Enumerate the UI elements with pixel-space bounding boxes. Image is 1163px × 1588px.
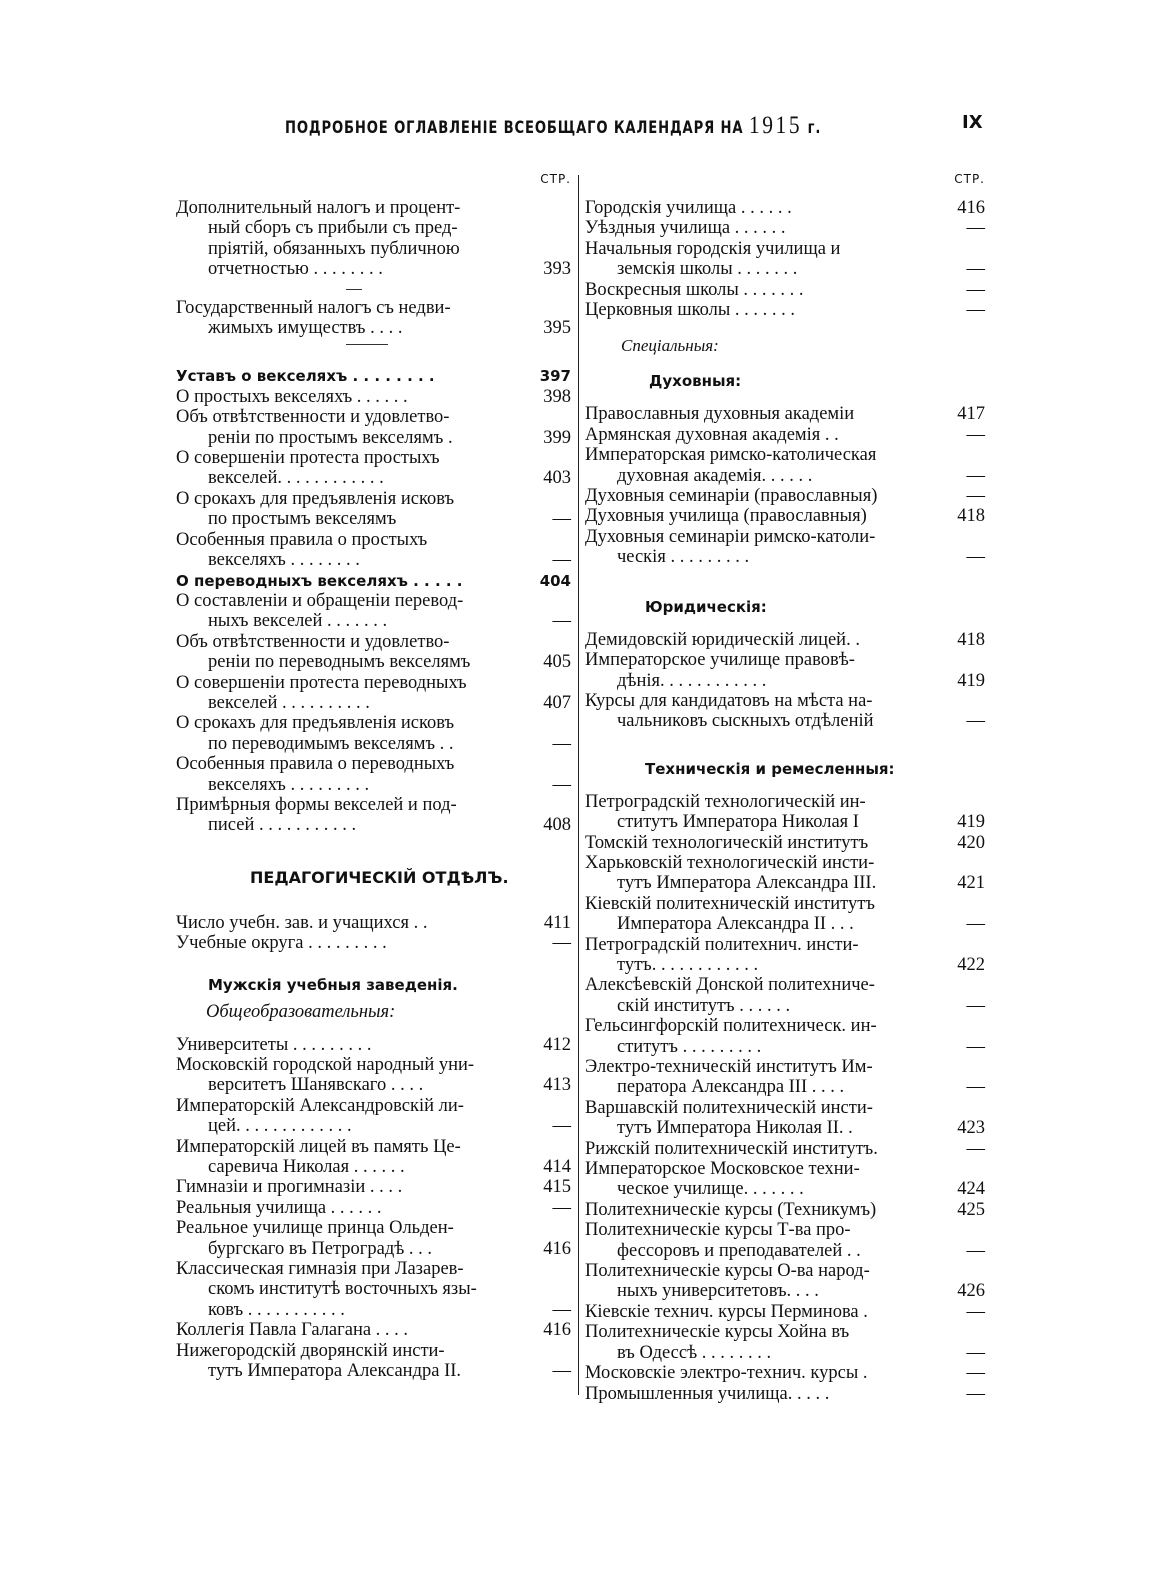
entry-page: 395	[543, 318, 571, 339]
entry-line: Особенныя правила о переводныхъ	[176, 754, 455, 775]
toc-entry	[176, 366, 571, 386]
entry-text: О переводныхъ векселяхъ . . . . .	[176, 571, 463, 590]
running-header	[285, 112, 822, 140]
left-column	[176, 172, 571, 1382]
entry-line: бургскаго въ Петроградѣ . . .	[208, 1238, 433, 1259]
toc-entry	[176, 1137, 571, 1178]
entry-page: 408	[543, 815, 571, 836]
entry-line: векселей. . . . . . . . . . . .	[208, 468, 384, 489]
entry-text: Уѣздныя училища . . . . . .	[585, 218, 786, 239]
toc-entry	[176, 571, 571, 591]
right-col-head: СТР.	[954, 172, 985, 186]
entry-line: ческія . . . . . . . . .	[617, 547, 750, 568]
entry-line: чальниковъ сыскныхъ отдѣленій	[617, 711, 874, 732]
entry-text: Университеты . . . . . . . . .	[176, 1034, 372, 1055]
toc-entry	[176, 591, 571, 632]
toc-entry	[585, 1322, 985, 1363]
entry-text: Демидовскій юридическій лицей. .	[585, 629, 860, 650]
entry-page: —	[552, 774, 571, 795]
entry-line: Примѣрныя формы векселей и под-	[176, 794, 457, 815]
toc-entry	[585, 853, 985, 894]
toc-entry	[176, 795, 571, 836]
toc-entry	[585, 1220, 985, 1261]
entry-page: —	[966, 1240, 985, 1261]
entry-line: Объ отвѣтственности и удовлетво-	[176, 631, 450, 652]
entry-line: Духовныя семинаріи римско-католи-	[585, 526, 876, 547]
entry-page: 419	[957, 670, 985, 691]
entry-page: —	[966, 1383, 985, 1404]
toc-entry	[176, 387, 571, 407]
entry-line: О совершеніи протеста переводныхъ	[176, 672, 467, 693]
toc-entry	[585, 486, 985, 506]
entry-page: —	[966, 1036, 985, 1057]
toc-entry	[176, 1198, 571, 1218]
toc-entry	[585, 650, 985, 691]
entry-line: фессоровъ и преподавателей . .	[617, 1240, 861, 1261]
entry-line: Императорскій лицей въ память Це-	[176, 1136, 461, 1157]
entry-text: Коллегія Павла Галагана . . . .	[176, 1320, 409, 1341]
toc-entry	[585, 833, 985, 853]
entry-line: ститутъ Императора Николая I	[617, 812, 859, 833]
entry-line: Варшавскій политехническій инсти-	[585, 1097, 873, 1118]
entry-line: О составленіи и обращеніи перевод-	[176, 590, 464, 611]
entry-line: ститутъ . . . . . . . . .	[617, 1036, 762, 1057]
page-number: IX	[962, 112, 983, 133]
toc-entry	[176, 1096, 571, 1137]
toc-entry	[176, 632, 571, 673]
toc-entry	[176, 1035, 571, 1055]
toc-entry	[176, 407, 571, 448]
entry-line: ковъ . . . . . . . . . . .	[208, 1299, 345, 1320]
entry-text: Церковныя школы . . . . . . .	[585, 300, 796, 321]
entry-line: цей. . . . . . . . . . . . .	[208, 1116, 352, 1137]
entry-page: —	[552, 933, 571, 954]
entry-page: 421	[957, 873, 985, 894]
entry-line: О совершеніи протеста простыхъ	[176, 448, 440, 469]
entry-line: Гельсингфорскій политехническ. ин-	[585, 1016, 877, 1037]
toc-entry	[176, 1055, 571, 1096]
entry-page: 415	[543, 1177, 571, 1198]
entry-page: —	[552, 611, 571, 632]
entry-page: —	[966, 424, 985, 445]
entry-line: Дополнительный налогъ и процент-	[176, 198, 461, 218]
entry-line: ческое училище. . . . . . .	[617, 1179, 804, 1200]
entry-page: —	[966, 465, 985, 486]
entry-text: Духовныя семинаріи (православныя)	[585, 486, 878, 507]
entry-line: саревича Николая . . . . . .	[208, 1157, 405, 1178]
entry-line: земскія школы . . . . . . .	[617, 259, 798, 280]
subsection-italic: Спеціальныя:	[621, 336, 719, 356]
subsection-heading: Духовныя:	[649, 372, 742, 391]
entry-page: 424	[957, 1179, 985, 1200]
entry-line: жимыхъ имуществъ . . . .	[208, 318, 403, 339]
entry-line: Политехническіе курсы Хойна въ	[585, 1322, 850, 1343]
entry-line: Нижегородскій дворянскій инсти-	[176, 1340, 445, 1361]
entry-line: Алексѣевскій Донской политехниче-	[585, 975, 875, 996]
entry-page: 413	[543, 1075, 571, 1096]
entry-page: —	[966, 995, 985, 1016]
entry-page: 417	[957, 404, 985, 425]
toc-entry	[585, 1261, 985, 1302]
toc-entry	[585, 1057, 985, 1098]
entry-line: Петроградскій технологическій ин-	[585, 791, 866, 812]
entry-text: Число учебн. зав. и учащихся . .	[176, 912, 428, 933]
entry-line: Московскій городской народный уни-	[176, 1055, 475, 1075]
entry-line: О срокахъ для предъявленія исковъ	[176, 488, 455, 509]
entry-line: ныхъ векселей . . . . . . .	[208, 611, 388, 632]
toc-entry	[585, 691, 985, 732]
entry-page: 397	[539, 367, 571, 386]
entry-line: по простымъ векселямъ	[208, 509, 397, 530]
toc-entry	[585, 1016, 985, 1057]
entry-page: 407	[543, 692, 571, 713]
toc-entry	[585, 445, 985, 486]
toc-entry	[585, 1384, 985, 1404]
toc-entry	[176, 673, 571, 714]
column-divider	[578, 175, 579, 1395]
entry-page: 403	[543, 468, 571, 489]
entry-page: 412	[543, 1034, 571, 1055]
entry-page: —	[966, 547, 985, 568]
entry-page: —	[966, 218, 985, 239]
entry-line: пріятій, обязанныхъ публичною	[208, 238, 460, 259]
entry-text: Рижскій политехническій институтъ.	[585, 1138, 878, 1159]
subsection-heading: Техническія и ремесленныя:	[645, 759, 895, 778]
entry-line: дѣнія. . . . . . . . . . . .	[617, 670, 767, 691]
entry-page: 416	[543, 1238, 571, 1259]
entry-page: —	[966, 711, 985, 732]
entry-line: писей . . . . . . . . . . .	[208, 815, 357, 836]
toc-entry	[585, 630, 985, 650]
toc-entry	[585, 1098, 985, 1139]
toc-entry	[585, 218, 985, 238]
entry-line: Императора Александра II . . .	[617, 914, 854, 935]
entry-line: въ Одессѣ . . . . . . . .	[617, 1342, 772, 1363]
entry-page: 399	[543, 427, 571, 448]
header-year: 1915	[748, 112, 803, 139]
entry-line: духовная академія. . . . . .	[617, 465, 813, 486]
entry-text: Воскресныя школы . . . . . . .	[585, 279, 804, 300]
entry-page: 404	[539, 571, 571, 590]
entry-page: —	[966, 1301, 985, 1322]
entry-page: 398	[543, 386, 571, 407]
entry-page: —	[966, 1342, 985, 1363]
toc-entry	[585, 506, 985, 526]
toc-entry	[176, 1341, 571, 1382]
subsection-heading: Мужскія учебныя заведенія.	[208, 975, 458, 994]
toc-entry	[176, 913, 571, 933]
toc-entry	[585, 198, 985, 218]
entry-page: —	[552, 1116, 571, 1137]
entry-line: верситетъ Шанявскаго . . . .	[208, 1075, 424, 1096]
running-title: ПОДРОБНОЕ ОГЛАВЛЕНІЕ ВСЕОБЩАГО КАЛЕНДАРЯ НА	[285, 118, 744, 138]
toc-entry	[176, 713, 571, 754]
toc-entry	[585, 239, 985, 280]
entry-line: Политехническіе курсы Т-ва про-	[585, 1220, 851, 1241]
toc-entry	[585, 935, 985, 976]
toc-entry	[176, 530, 571, 571]
entry-line: тутъ Императора Николая II. .	[617, 1118, 853, 1139]
left-col-head: СТР.	[540, 172, 571, 186]
section-heading: ПЕДАГОГИЧЕСКІЙ ОТДѢЛЪ.	[250, 867, 509, 887]
entry-page: —	[552, 1361, 571, 1382]
entry-line: Курсы для кандидатовъ на мѣста на-	[585, 690, 873, 711]
entry-page: 416	[957, 198, 985, 218]
entry-page: —	[552, 1299, 571, 1320]
entry-line: тутъ Императора Александра III.	[617, 873, 877, 894]
entry-page: 426	[957, 1281, 985, 1302]
entry-line: Политехническіе курсы О-ва народ-	[585, 1261, 870, 1282]
entry-page: 414	[543, 1157, 571, 1178]
entry-text: Политехническіе курсы (Техникумъ)	[585, 1199, 877, 1220]
entry-page: —	[552, 550, 571, 571]
separator	[176, 338, 571, 366]
header-year-suffix: г.	[807, 118, 822, 138]
entry-page: 418	[957, 629, 985, 650]
entry-line: Реальное училище принца Ольден-	[176, 1218, 454, 1239]
toc-entry	[585, 975, 985, 1016]
toc-entry	[585, 1302, 985, 1322]
separator	[176, 280, 571, 298]
toc-entry	[585, 894, 985, 935]
entry-line: Императорскій Александровскій ли-	[176, 1095, 464, 1116]
entry-page: —	[966, 914, 985, 935]
entry-text: Уставъ о векселяхъ . . . . . . . .	[176, 367, 435, 386]
entry-page: 411	[543, 912, 571, 933]
entry-line: реніи по простымъ векселямъ .	[208, 427, 453, 448]
entry-page: 405	[543, 652, 571, 673]
toc-entry	[176, 1177, 571, 1197]
toc-entry	[585, 425, 985, 445]
toc-entry	[585, 527, 985, 568]
entry-line: отчетностью . . . . . . . .	[208, 259, 383, 280]
entry-page: 416	[543, 1320, 571, 1341]
entry-page: 425	[957, 1199, 985, 1220]
entry-text: Томскій технологическій институтъ	[585, 832, 869, 853]
entry-page: —	[552, 509, 571, 530]
entry-page: 418	[957, 506, 985, 527]
entry-line: ный сборъ съ прибыли съ пред-	[208, 218, 458, 239]
entry-text: Гимназіи и прогимназіи . . . .	[176, 1177, 403, 1198]
entry-text: Городскія училища . . . . . .	[585, 198, 792, 218]
entry-text: Реальныя училища . . . . . .	[176, 1197, 382, 1218]
entry-line: Кіевскій политехническій институтъ	[585, 893, 875, 914]
entry-page: —	[966, 1077, 985, 1098]
toc-entry	[176, 754, 571, 795]
toc-entry	[176, 1218, 571, 1259]
entry-line: Харьковскій технологическій инсти-	[585, 852, 875, 873]
entry-page: 393	[543, 259, 571, 280]
entry-line: тутъ Императора Александра II.	[208, 1361, 462, 1382]
toc-entry	[176, 933, 571, 953]
entry-text: Армянская духовная академія . .	[585, 424, 839, 445]
entry-page: 419	[957, 812, 985, 833]
entry-page: —	[552, 1197, 571, 1218]
toc-entry	[176, 1320, 571, 1340]
toc-entry	[176, 298, 571, 339]
entry-line: Классическая гимназія при Лазарев-	[176, 1259, 464, 1280]
entry-line: Императорское Московское техни-	[585, 1159, 860, 1180]
entry-line: Императорское училище правовѣ-	[585, 650, 855, 671]
entry-line: Особенныя правила о простыхъ	[176, 529, 428, 550]
toc-entry	[585, 1139, 985, 1159]
toc-entry	[585, 300, 985, 320]
toc-entry	[585, 1159, 985, 1200]
entry-text: Православныя духовныя академіи	[585, 404, 855, 425]
toc-entry	[585, 1200, 985, 1220]
entry-page: 422	[957, 954, 985, 975]
entry-line: векселяхъ . . . . . . . .	[208, 550, 360, 571]
entry-line: О срокахъ для предъявленія исковъ	[176, 713, 455, 734]
toc-entry	[585, 280, 985, 300]
entry-text: Промышленныя училища. . . . .	[585, 1383, 830, 1404]
entry-text: О простыхъ векселяхъ . . . . . .	[176, 386, 408, 407]
entry-line: ныхъ университетовъ. . . .	[617, 1281, 819, 1302]
entry-page: —	[966, 259, 985, 280]
entry-line: Начальныя городскія училища и	[585, 238, 841, 259]
entry-line: скій институтъ . . . . . .	[617, 995, 791, 1016]
entry-page: —	[966, 300, 985, 321]
toc-entry	[585, 404, 985, 424]
entry-line: Императорская римско-католическая	[585, 445, 877, 466]
toc-entry	[176, 198, 571, 280]
entry-page: —	[966, 1138, 985, 1159]
entry-line: ператора Александра III . . . .	[617, 1077, 845, 1098]
entry-text: Учебные округа . . . . . . . . .	[176, 933, 387, 954]
entry-line: Объ отвѣтственности и удовлетво-	[176, 407, 450, 428]
entry-line: скомъ институтѣ восточныхъ язы-	[208, 1279, 477, 1300]
entry-line: Государственный налогъ съ недви-	[176, 297, 451, 318]
toc-entry	[176, 448, 571, 489]
entry-line: по переводимымъ векселямъ . .	[208, 733, 454, 754]
toc-entry	[585, 792, 985, 833]
entry-page: —	[966, 279, 985, 300]
toc-entry	[585, 1363, 985, 1383]
entry-line: Электро-техническій институтъ Им-	[585, 1057, 873, 1077]
subsection-italic: Общеобразовательныя:	[206, 1001, 396, 1022]
entry-page: 423	[957, 1118, 985, 1139]
subsection-heading: Юридическія:	[645, 597, 767, 616]
entry-page: —	[966, 1363, 985, 1384]
entry-text: Кіевскіе технич. курсы Перминова .	[585, 1301, 868, 1322]
entry-page: —	[552, 733, 571, 754]
entry-line: тутъ. . . . . . . . . . . .	[617, 954, 759, 975]
toc-entry	[176, 489, 571, 530]
toc-entry	[176, 1259, 571, 1320]
entry-line: векселей . . . . . . . . . .	[208, 692, 370, 713]
entry-page: —	[966, 486, 985, 507]
entry-line: векселяхъ . . . . . . . . .	[208, 774, 370, 795]
entry-line: Петроградскій политехнич. инсти-	[585, 934, 859, 955]
entry-page: 420	[957, 832, 985, 853]
entry-line: реніи по переводнымъ векселямъ	[208, 652, 471, 673]
entry-text: Московскіе электро-технич. курсы .	[585, 1363, 868, 1384]
entry-text: Духовныя училища (православныя)	[585, 506, 867, 527]
right-column	[585, 172, 985, 1404]
